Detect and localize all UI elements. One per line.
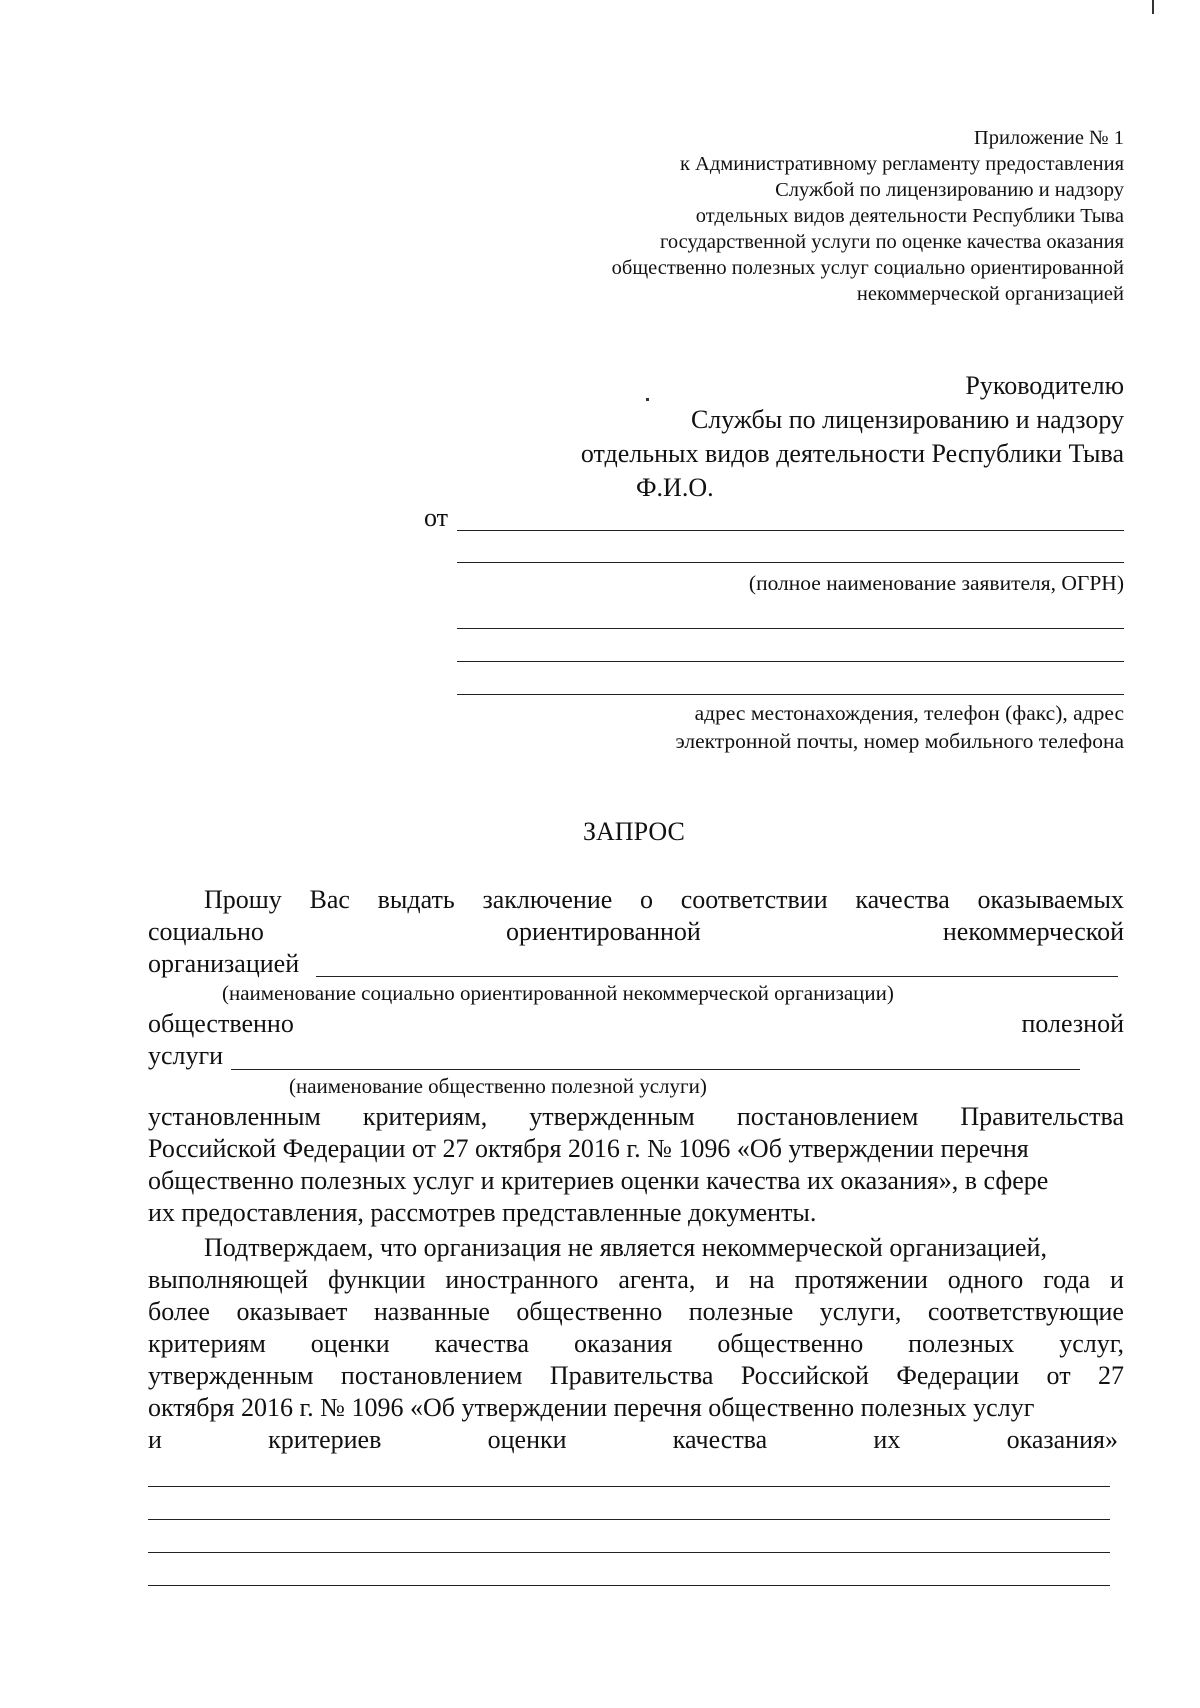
word: оказания bbox=[574, 1329, 673, 1358]
address-line-2 bbox=[457, 661, 1124, 662]
address-caption-2: электронной почты, номер мобильного телефона bbox=[675, 729, 1124, 753]
appendix-line-7: некоммерческой организацией bbox=[856, 283, 1124, 305]
body-line bbox=[148, 1360, 1124, 1392]
applicant-line-1 bbox=[457, 530, 1124, 531]
addressee-line-3: отдельных видов деятельности Республики Тыва bbox=[580, 439, 1124, 468]
word: критериев bbox=[268, 1425, 382, 1454]
word: выполняющей bbox=[148, 1265, 309, 1294]
body-line bbox=[148, 1424, 1118, 1456]
word: услуг, bbox=[1059, 1329, 1124, 1358]
appendix-line-6: общественно полезных услуг социально ориентированной bbox=[611, 257, 1124, 279]
body-line: Российской Федерации от 27 октября 2016 г. № 1096 «Об утверждении перечня bbox=[148, 1134, 1029, 1163]
from-label: от bbox=[424, 503, 449, 532]
word: качества bbox=[855, 885, 950, 914]
word: и bbox=[1110, 1265, 1124, 1294]
word: более bbox=[148, 1297, 210, 1326]
word: критериям, bbox=[362, 1102, 488, 1131]
word: их bbox=[873, 1425, 901, 1454]
word: социально bbox=[148, 917, 264, 946]
word: Правительства bbox=[960, 1102, 1124, 1131]
word: соответствующие bbox=[927, 1297, 1124, 1326]
word: выдать bbox=[377, 885, 455, 914]
word: утвержденным bbox=[148, 1361, 314, 1390]
body-line bbox=[148, 1328, 1124, 1360]
scan-dot bbox=[646, 398, 649, 401]
word: оказываемых bbox=[977, 885, 1124, 914]
scan-mark bbox=[1152, 0, 1154, 14]
word: оценки bbox=[487, 1425, 567, 1454]
word: утвержденным bbox=[529, 1102, 695, 1131]
word: постановлением bbox=[736, 1102, 919, 1131]
word: от bbox=[1046, 1361, 1071, 1390]
word: функции bbox=[327, 1265, 426, 1294]
word: одного bbox=[947, 1265, 1024, 1294]
body-line: их предоставления, рассмотрев представленные документы. bbox=[148, 1198, 817, 1227]
word: на bbox=[749, 1265, 775, 1294]
blank-line-4 bbox=[148, 1585, 1110, 1586]
word: услуги, bbox=[819, 1297, 902, 1326]
word: установленным bbox=[148, 1102, 321, 1131]
word: качества bbox=[672, 1425, 768, 1454]
word: полезные bbox=[688, 1297, 794, 1326]
addressee-line-1: Руководителю bbox=[965, 371, 1124, 400]
org-caption: (наименование социально ориентированной некоммерческой организации) bbox=[222, 981, 894, 1005]
word: качества bbox=[434, 1329, 530, 1358]
body-line: Подтверждаем, что организация не является некоммерческой организацией, bbox=[204, 1233, 1047, 1262]
word: общественно bbox=[516, 1297, 663, 1326]
appendix-line-3: Службой по лицензированию и надзору bbox=[775, 179, 1124, 201]
word: Вас bbox=[309, 885, 350, 914]
addressee-fio: Ф.И.О. bbox=[636, 473, 714, 502]
word: протяжении bbox=[794, 1265, 928, 1294]
address-line-3 bbox=[457, 694, 1124, 695]
word: общественно bbox=[148, 1009, 294, 1038]
applicant-caption: (полное наименование заявителя, ОГРН) bbox=[748, 571, 1124, 595]
body-line bbox=[148, 1101, 1124, 1133]
document-title: ЗАПРОС bbox=[583, 817, 685, 846]
word: и bbox=[148, 1425, 162, 1454]
body-line: октября 2016 г. № 1096 «Об утверждении перечня общественно полезных услуг bbox=[148, 1393, 1035, 1422]
word: постановлением bbox=[340, 1361, 523, 1390]
service-caption: (наименование общественно полезной услуги) bbox=[289, 1074, 707, 1098]
word: Российской bbox=[740, 1361, 869, 1390]
appendix-line-4: отдельных видов деятельности Республики Тыва bbox=[695, 205, 1124, 227]
appendix-line-5: государственной услуги по оценке качества оказания bbox=[660, 231, 1124, 253]
addressee-line-2: Службы по лицензированию и надзору bbox=[690, 405, 1124, 434]
org-label: организацией bbox=[148, 949, 300, 978]
word: и bbox=[715, 1265, 730, 1294]
appendix-line-1: Приложение № 1 bbox=[973, 127, 1124, 149]
word: агента, bbox=[618, 1265, 696, 1294]
word: соответствии bbox=[680, 885, 828, 914]
address-line-1 bbox=[457, 628, 1124, 629]
body-line: общественно полезных услуг и критериев оценки качества их оказания», в сфере bbox=[148, 1166, 1049, 1195]
word: полезных bbox=[908, 1329, 1015, 1358]
word: оказания» bbox=[1006, 1425, 1118, 1454]
body-line bbox=[148, 1296, 1124, 1328]
word: Правительства bbox=[549, 1361, 714, 1390]
body-line bbox=[148, 1008, 1124, 1040]
word: о bbox=[640, 885, 653, 914]
applicant-line-2 bbox=[457, 562, 1124, 563]
service-name-line bbox=[231, 1069, 1080, 1070]
word: ориентированной bbox=[505, 917, 701, 946]
word: полезной bbox=[1021, 1009, 1124, 1038]
word: года bbox=[1043, 1265, 1091, 1294]
word: названные bbox=[373, 1297, 490, 1326]
word: 27 bbox=[1097, 1361, 1124, 1390]
word: иностранного bbox=[445, 1265, 599, 1294]
appendix-line-2: к Административному регламенту предоставления bbox=[679, 153, 1124, 175]
word: некоммерческой bbox=[942, 917, 1124, 946]
address-caption-1: адрес местонахождения, телефон (факс), адрес bbox=[694, 701, 1124, 725]
word: оказывает bbox=[236, 1297, 348, 1326]
word: Федерации bbox=[896, 1361, 1020, 1390]
service-label: услуги bbox=[148, 1041, 224, 1070]
body-line bbox=[204, 884, 1124, 916]
word: заключение bbox=[482, 885, 613, 914]
blank-line-3 bbox=[148, 1552, 1110, 1553]
word: общественно bbox=[717, 1329, 864, 1358]
body-line bbox=[148, 916, 1124, 948]
body-line bbox=[148, 1264, 1124, 1296]
word: критериям bbox=[148, 1329, 266, 1358]
word: оценки bbox=[310, 1329, 390, 1358]
org-name-line bbox=[316, 976, 1118, 977]
blank-line-2 bbox=[148, 1519, 1110, 1520]
blank-line-1 bbox=[148, 1486, 1110, 1487]
word: Прошу bbox=[204, 885, 282, 914]
